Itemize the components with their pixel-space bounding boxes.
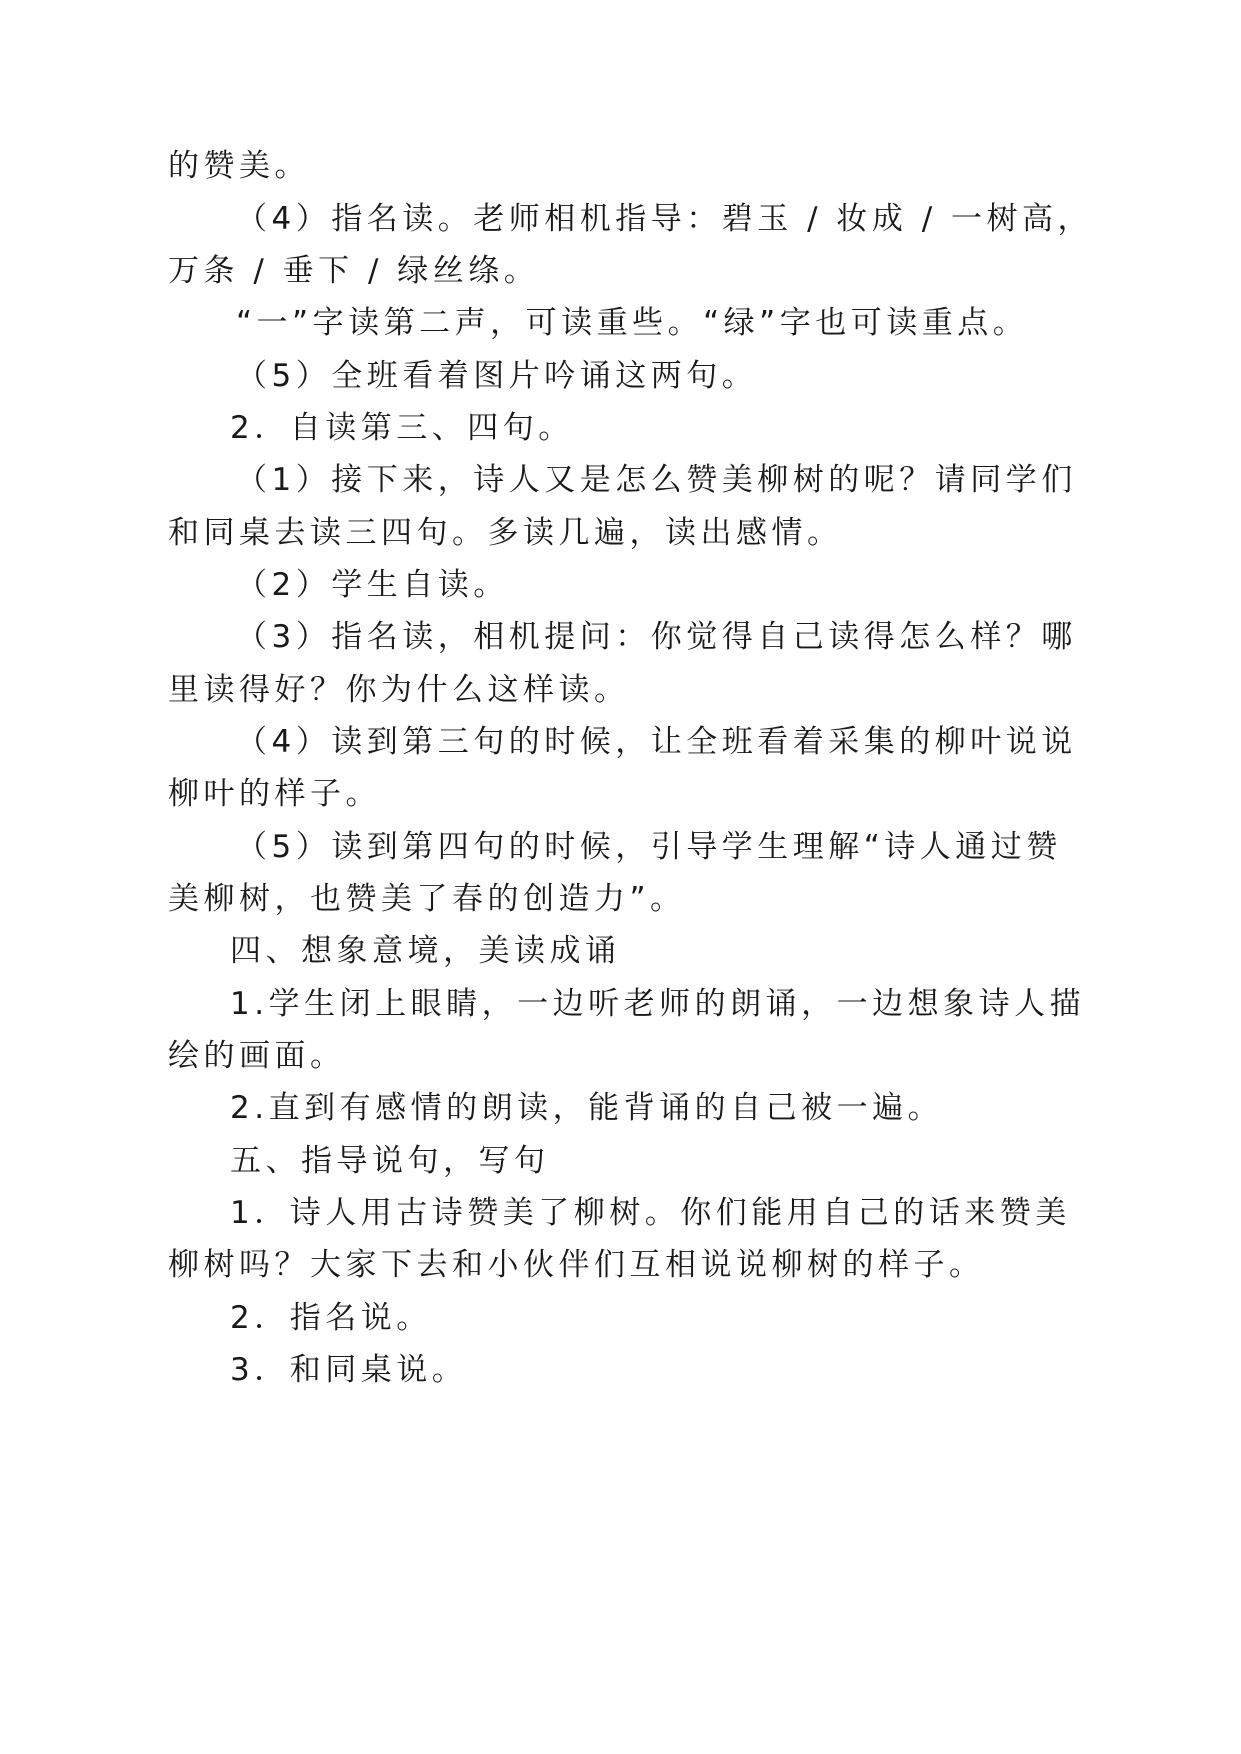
- text-line: 万条 / 垂下 / 绿丝绦。: [168, 253, 540, 289]
- text-line: （4）读到第三句的时候，让全班看着采集的柳叶说说: [236, 724, 1077, 760]
- text-line: （2）学生自读。: [236, 567, 509, 603]
- text-line: 柳树吗？大家下去和小伙伴们互相说说柳树的样子。: [168, 1247, 985, 1283]
- text-line: （5）读到第四句的时候，引导学生理解“诗人通过赞: [236, 829, 1062, 865]
- text-line: 美柳树，也赞美了春的创造力”。: [168, 881, 686, 917]
- text-line: （4）指名读。老师相机指导：碧玉 / 妆成 / 一树高，: [236, 201, 1094, 237]
- text-line: 2.直到有感情的朗读，能背诵的自己被一遍。: [230, 1090, 944, 1126]
- text-line: 3．和同桌说。: [230, 1352, 468, 1388]
- section-heading: 四、想象意境，美读成诵: [230, 933, 621, 969]
- text-line: 2．指名说。: [230, 1300, 432, 1336]
- text-line: 1.学生闭上眼睛，一边听老师的朗诵，一边想象诗人描: [230, 986, 1086, 1022]
- text-line: （1）接下来，诗人又是怎么赞美柳树的呢？请同学们: [236, 462, 1077, 498]
- section-heading: 五、指导说句，写句: [230, 1143, 550, 1179]
- text-line: 里读得好？你为什么这样读。: [168, 672, 630, 708]
- text-line: 和同桌去读三四句。多读几遍，读出感情。: [168, 515, 843, 551]
- text-line: 绘的画面。: [168, 1038, 346, 1074]
- text-line: 柳叶的样子。: [168, 776, 381, 812]
- text-line: （3）指名读，相机提问：你觉得自己读得怎么样？哪: [236, 619, 1077, 655]
- text-line: 1．诗人用古诗赞美了柳树。你们能用自己的话来赞美: [230, 1195, 1071, 1231]
- text-line: （5）全班看着图片吟诵这两句。: [236, 358, 758, 394]
- text-line: 的赞美。: [168, 148, 310, 184]
- text-line: “一”字读第二声，可读重些。“绿”字也可读重点。: [236, 305, 1029, 341]
- text-line: 2．自读第三、四句。: [230, 410, 574, 446]
